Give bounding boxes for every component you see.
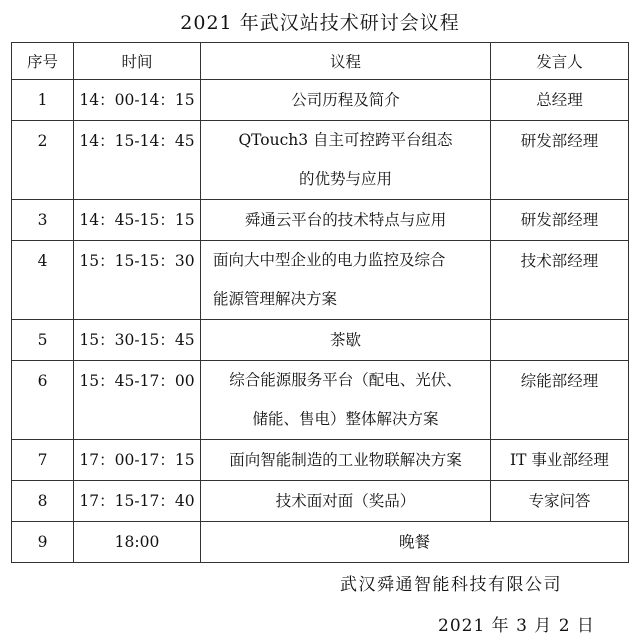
row-topic: 舜通云平台的技术特点与应用 xyxy=(201,200,491,241)
table-row xyxy=(12,361,629,440)
row-number: 7 xyxy=(12,440,74,481)
row-speaker: 技术部经理 xyxy=(491,241,629,320)
row-topic: 技术面对面（奖品） xyxy=(201,481,491,522)
row-number: 8 xyxy=(12,481,74,522)
row-time: 17：15-17：40 xyxy=(74,481,201,522)
table-row xyxy=(12,522,629,563)
table-row xyxy=(12,241,629,320)
row-number: 5 xyxy=(12,320,74,361)
topic-line-2: 储能、售电）整体解决方案 xyxy=(252,410,439,428)
row-topic xyxy=(201,361,491,440)
row-topic: 公司历程及简介 xyxy=(201,80,491,121)
row-number: 3 xyxy=(12,200,74,241)
row-time: 14：00-14：15 xyxy=(74,80,201,121)
row-topic: 面向智能制造的工业物联解决方案 xyxy=(201,440,491,481)
row-topic xyxy=(201,121,491,200)
row-topic xyxy=(201,241,491,320)
table-row xyxy=(12,440,629,481)
row-time: 18:00 xyxy=(74,522,201,563)
table-header-row xyxy=(12,43,629,80)
row-number: 4 xyxy=(12,241,74,320)
table-row xyxy=(12,481,629,522)
row-speaker: 专家问答 xyxy=(491,481,629,522)
table-row xyxy=(12,200,629,241)
row-number: 9 xyxy=(12,522,74,563)
topic-line-1: 面向大中型企业的电力监控及综合 xyxy=(213,251,446,269)
topic-line-2: 的优势与应用 xyxy=(298,170,392,188)
row-number: 6 xyxy=(12,361,74,440)
agenda-table xyxy=(11,42,629,563)
header-no: 序号 xyxy=(12,43,74,80)
topic-line-1: 综合能源服务平台（配电、光伏、 xyxy=(229,371,462,389)
row-topic: 茶歇 xyxy=(201,320,491,361)
row-speaker: 综能部经理 xyxy=(491,361,629,440)
row-time: 14：15-14：45 xyxy=(74,121,201,200)
row-speaker: 研发部经理 xyxy=(491,200,629,241)
table-row xyxy=(12,80,629,121)
row-time: 15：45-17：00 xyxy=(74,361,201,440)
header-speaker: 发言人 xyxy=(491,43,629,80)
row-speaker: 研发部经理 xyxy=(491,121,629,200)
row-speaker: 总经理 xyxy=(491,80,629,121)
footer-date: 2021 年 3 月 2 日 xyxy=(438,616,595,636)
page-title: 2021 年武汉站技术研讨会议程 xyxy=(180,12,460,34)
table-row xyxy=(12,121,629,200)
row-time: 15：15-15：30 xyxy=(74,241,201,320)
table-row xyxy=(12,320,629,361)
topic-line-1: QTouch3 自主可控跨平台组态 xyxy=(238,131,453,149)
row-number: 1 xyxy=(12,80,74,121)
row-time: 17：00-17：15 xyxy=(74,440,201,481)
row-time: 15：30-15：45 xyxy=(74,320,201,361)
header-time: 时间 xyxy=(74,43,201,80)
row-speaker: IT 事业部经理 xyxy=(491,440,629,481)
topic-line-2: 能源管理解决方案 xyxy=(213,290,338,308)
footer-company: 武汉舜通智能科技有限公司 xyxy=(340,575,562,595)
header-topic: 议程 xyxy=(201,43,491,80)
row-time: 14：45-15：15 xyxy=(74,200,201,241)
row-speaker xyxy=(491,320,629,361)
row-number: 2 xyxy=(12,121,74,200)
row-topic: 晚餐 xyxy=(201,522,629,563)
